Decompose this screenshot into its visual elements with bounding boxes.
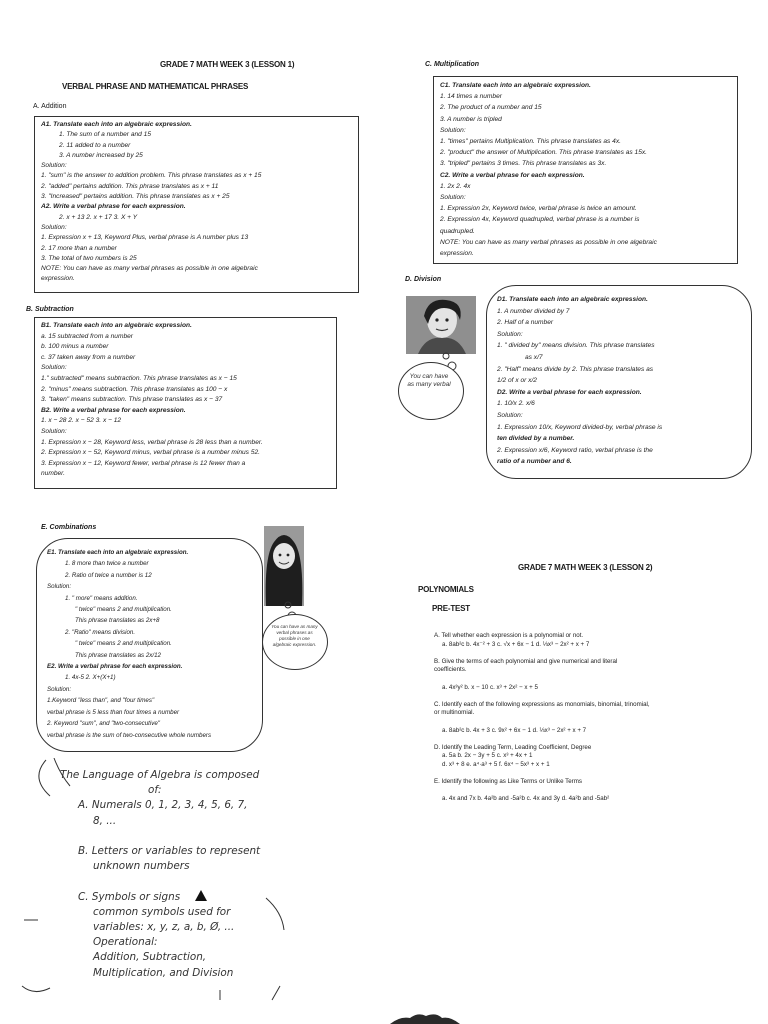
division-line: 1/2 of x or x/2 [497,377,537,385]
language-line [60,874,360,889]
division-line: 2. Expression x/6, Keyword ratio, verbal phrase is the [497,446,653,454]
addition-line: 1. Expression x + 13, Keyword Plus, verbal phrase is A number plus 13 [41,234,249,242]
lesson2-line: or multinomial. [434,709,475,717]
subtraction-line: 3. "taken" means subtraction. This phrase translates as x − 37 [41,396,223,404]
combinations-line: 2. Keyword "sum", and "two-consecutive" [47,720,160,728]
language-line: C. Symbols or signs [78,890,181,903]
multiplication-line: C2. Write a verbal phrase for each expression. [440,171,585,179]
multiplication-line: 1. Expression 2x, Keyword twice, verbal phrase is twice an amount. [440,205,637,213]
division-speech-bubble [486,285,752,479]
addition-line: 2. "added" pertains addition. This phrase translates as x + 11 [41,182,219,190]
division-line: 1. " divided by" means division. This phrase translates [497,342,655,350]
lesson2-line: a. 8ab²c b. 4x + 3 c. 9x² + 6x − 1 d. ⅓x³ − 2x² + x + 7 [442,726,587,734]
lesson2-line [434,649,754,658]
combinations-line: verbal phrase is 5 less than four times a number [47,708,180,716]
subtraction-line: 1. Expression x − 28, Keyword less, verbal phrase is 28 less than a number. [41,438,263,446]
lesson2-line [434,692,754,701]
addition-line: NOTE: You can have as many verbal phrases as possible in one algebraic [41,265,258,273]
combinations-line: This phrase translates as 2x+8 [75,617,160,625]
multiplication-heading: C. Multiplication [425,61,480,68]
subtraction-line: number. [41,470,65,478]
multiplication-line: 2. The product of a number and 15 [440,104,542,112]
lesson2-title: GRADE 7 MATH WEEK 3 (LESSON 2) [518,563,653,572]
addition-lines [41,120,352,285]
combinations-speech-bubble [36,538,263,752]
lesson1-subtitle: VERBAL PHRASE AND MATHEMATICAL PHRASES [62,82,249,91]
multiplication-line: 3. "tripled" pertains 3 times. This phrase translates as 3x. [440,160,607,168]
lesson2-line: coefficients. [434,666,467,674]
lesson2-topic: POLYNOMIALS [418,585,474,594]
division-line: 2. Half of a number [497,319,554,327]
language-line: The Language of Algebra is composed [60,769,260,781]
multiplication-line: expression. [440,250,474,258]
addition-line: 1. The sum of a number and 15 [59,131,152,139]
lesson2-line: a. 5a b. 2x − 3y + 5 c. x³ + 4x + 1 [442,752,533,760]
language-line: 8, ... [93,814,117,827]
language-line: A. Numerals 0, 1, 2, 3, 4, 5, 6, 7, [78,799,248,812]
combinations-line: " twice" means 2 and multiplication. [75,606,172,614]
division-lines [497,294,741,468]
lesson2-line: a. 4x³y² b. x − 10 c. x³ + 2x² − x + 5 [442,683,538,691]
subtraction-line: 3. Expression x − 12, Keyword fewer, verbal phrase is 12 fewer than a [41,459,246,467]
margin-scribbles [20,890,290,1010]
language-line [60,829,360,844]
subtraction-line: 2. "minus" means subtraction. This phrase translates as 100 − x [41,385,228,393]
multiplication-line: 3. A number is tripled [440,115,502,123]
division-thought-cloud [398,362,464,420]
combinations-line: 1. 8 more than twice a number [65,560,149,568]
lesson2-line: C. Identify each of the following expressions as monomials, binomial, trinomial, [434,700,650,708]
subtraction-box [34,317,337,489]
lesson1-title: GRADE 7 MATH WEEK 3 (LESSON 1) [160,60,295,69]
combinations-heading: E. Combinations [41,524,97,531]
subtraction-line: B2. Write a verbal phrase for each expression. [41,406,186,414]
addition-line: expression. [41,275,75,283]
combinations-line: " twice" means 2 and multiplication. [75,640,172,648]
addition-line: Solution: [41,223,67,231]
combinations-cloud-text: You can have as many verbal phrases as possible in one algebraic expression. [271,624,318,647]
lesson2-line [434,770,754,779]
pretest-items [434,632,754,804]
addition-heading: A. Addition [33,103,67,110]
language-line: Multiplication, and Division [93,966,234,979]
addition-line: 1. "sum" is the answer to addition problem. This phrase translates as x + 15 [41,172,262,180]
subtraction-line: Solution: [41,427,67,435]
division-line: Solution: [497,411,523,419]
combinations-avatar [264,526,304,606]
combinations-line: 2. "Ratio" means division. [65,628,136,636]
subtraction-line: a. 15 subtracted from a number [41,332,133,340]
language-line: B. Letters or variables to represent [78,845,261,858]
subtraction-line: Solution: [41,364,67,372]
multiplication-line: NOTE: You can have as many verbal phrases as possible in one algebraic [440,238,657,246]
multiplication-line: Solution: [440,194,466,202]
combinations-line: 1. 4x-5 2. X+(X+1) [65,674,116,682]
combinations-line: Solution: [47,685,72,693]
addition-line: A1. Translate each into an algebraic expression. [41,121,192,128]
language-line: of: [148,784,162,797]
lesson2-line [434,675,754,684]
lesson2-line: E. Identify the following as Like Terms or Unlike Terms [434,778,582,786]
lesson2-line: D. Identify the Leading Term, Leading Coefficient, Degree [434,743,592,751]
addition-line: 3. "Increased" pertains addition. This phrase translates as x + 25 [41,193,230,201]
division-cloud-text: You can have as many verbal [407,373,451,388]
bottom-graphic [390,1012,460,1024]
subtraction-heading: B. Subtraction [26,306,74,313]
multiplication-line: 1. 2x 2. 4x [440,182,471,190]
multiplication-line: 1. 14 times a number [440,93,502,101]
addition-line: 3. A number increased by 25 [59,151,143,159]
multiplication-lines [440,80,731,259]
division-line: 1. 10/x 2. x/6 [497,400,535,408]
lesson2-line: B. Give the terms of each polynomial and give numerical and literal [434,657,618,665]
combinations-line: 1. " more" means addition. [65,594,138,602]
division-line: as x/7 [525,353,543,361]
division-line: Solution: [497,330,523,338]
subtraction-line: c. 37 taken away from a number [41,353,136,361]
language-line: unknown numbers [93,860,190,873]
subtraction-line: b. 100 minus a number [41,343,109,351]
division-heading: D. Division [405,276,442,283]
lesson2-pretest: PRE-TEST [432,604,470,613]
addition-line: A2. Write a verbal phrase for each expression. [41,203,186,211]
multiplication-box [433,76,738,264]
multiplication-line: 1. "times" pertains Multiplication. This phrase translates as 4x. [440,138,621,146]
multiplication-line: 2. "product" the answer of Multiplication. This phrase translates as 15x. [440,149,647,157]
division-line: 1. A number divided by 7 [497,307,570,315]
combinations-line: 1.Keyword "less than", and "four times" [47,697,155,705]
subtraction-line: 1. x − 28 2. x − 52 3. x − 12 [41,417,122,425]
addition-line: 2. 11 added to a number [59,141,131,149]
subtraction-line: B1. Translate each into an algebraic expression. [41,322,192,329]
lesson2-line: d. x³ + 8 e. a⁴·a³ + 5 f. 6x⁴ − 5x³ + x + 1 [442,760,550,768]
combinations-line: E1. Translate each into an algebraic expression. [47,549,189,556]
combinations-line: E2. Write a verbal phrase for each expression. [47,663,183,671]
lesson2-line: A. Tell whether each expression is a polynomial or not. [434,632,584,639]
division-line: 1. Expression 10/x, Keyword divided-by, verbal phrase is [497,423,663,431]
combinations-line: 2. Ratio of twice a number is 12 [65,571,152,579]
multiplication-line: Solution: [440,126,466,134]
language-line: Operational: [93,936,158,949]
division-line: ten divided by a number. [497,435,575,443]
division-line: D1. Translate each into an algebraic expression. [497,296,648,303]
division-line: D2. Write a verbal phrase for each expression. [497,388,642,396]
lesson2-line: a. 4x and 7x b. 4a²b and -5a²b c. 4x and 3y d. 4a²b and -5ab² [442,795,610,803]
lesson2-line [434,787,754,796]
division-avatar [406,296,476,354]
language-line: Addition, Subtraction, [93,951,207,964]
combinations-lines [47,547,252,741]
lesson2-line [434,735,754,744]
combinations-line: This phrase translates as 2x/12 [75,651,161,659]
combinations-line: verbal phrase is the sum of two-consecutive whole numbers [47,731,212,739]
addition-line: Solution: [41,162,67,170]
combinations-line: Solution: [47,583,72,591]
subtraction-line: 1." subtracted" means subtraction. This phrase translates as x − 15 [41,374,237,382]
addition-line: 3. The total of two numbers is 25 [41,254,137,262]
subtraction-lines [41,321,330,480]
language-line: common symbols used for [93,905,231,918]
multiplication-line: C1. Translate each into an algebraic expression. [440,82,591,89]
division-line: 2. "Half" means divide by 2. This phrase translates as [497,365,654,373]
division-line: ratio of a number and 6. [497,458,572,466]
lesson2-line [434,718,754,727]
language-line: variables: x, y, z, a, b, Ø, ... [93,921,235,934]
multiplication-line: quadrupled. [440,227,475,235]
addition-line: 2. 17 more than a number [41,244,117,252]
multiplication-line: 2. Expression 4x, Keyword quadrupled, verbal phrase is a number is [440,216,640,224]
lesson2-line: a. 8ab²c b. 4x⁻² + 3 c. √x + 6x − 1 d. ⅓x³ − 2x² + x + 7 [442,640,590,648]
addition-line: 2. x + 13 2. x + 17 3. X + Y [59,213,138,221]
addition-box [34,116,359,293]
subtraction-line: 2. Expression x − 52, Keyword minus, verbal phrase is a number minus 52. [41,449,260,457]
